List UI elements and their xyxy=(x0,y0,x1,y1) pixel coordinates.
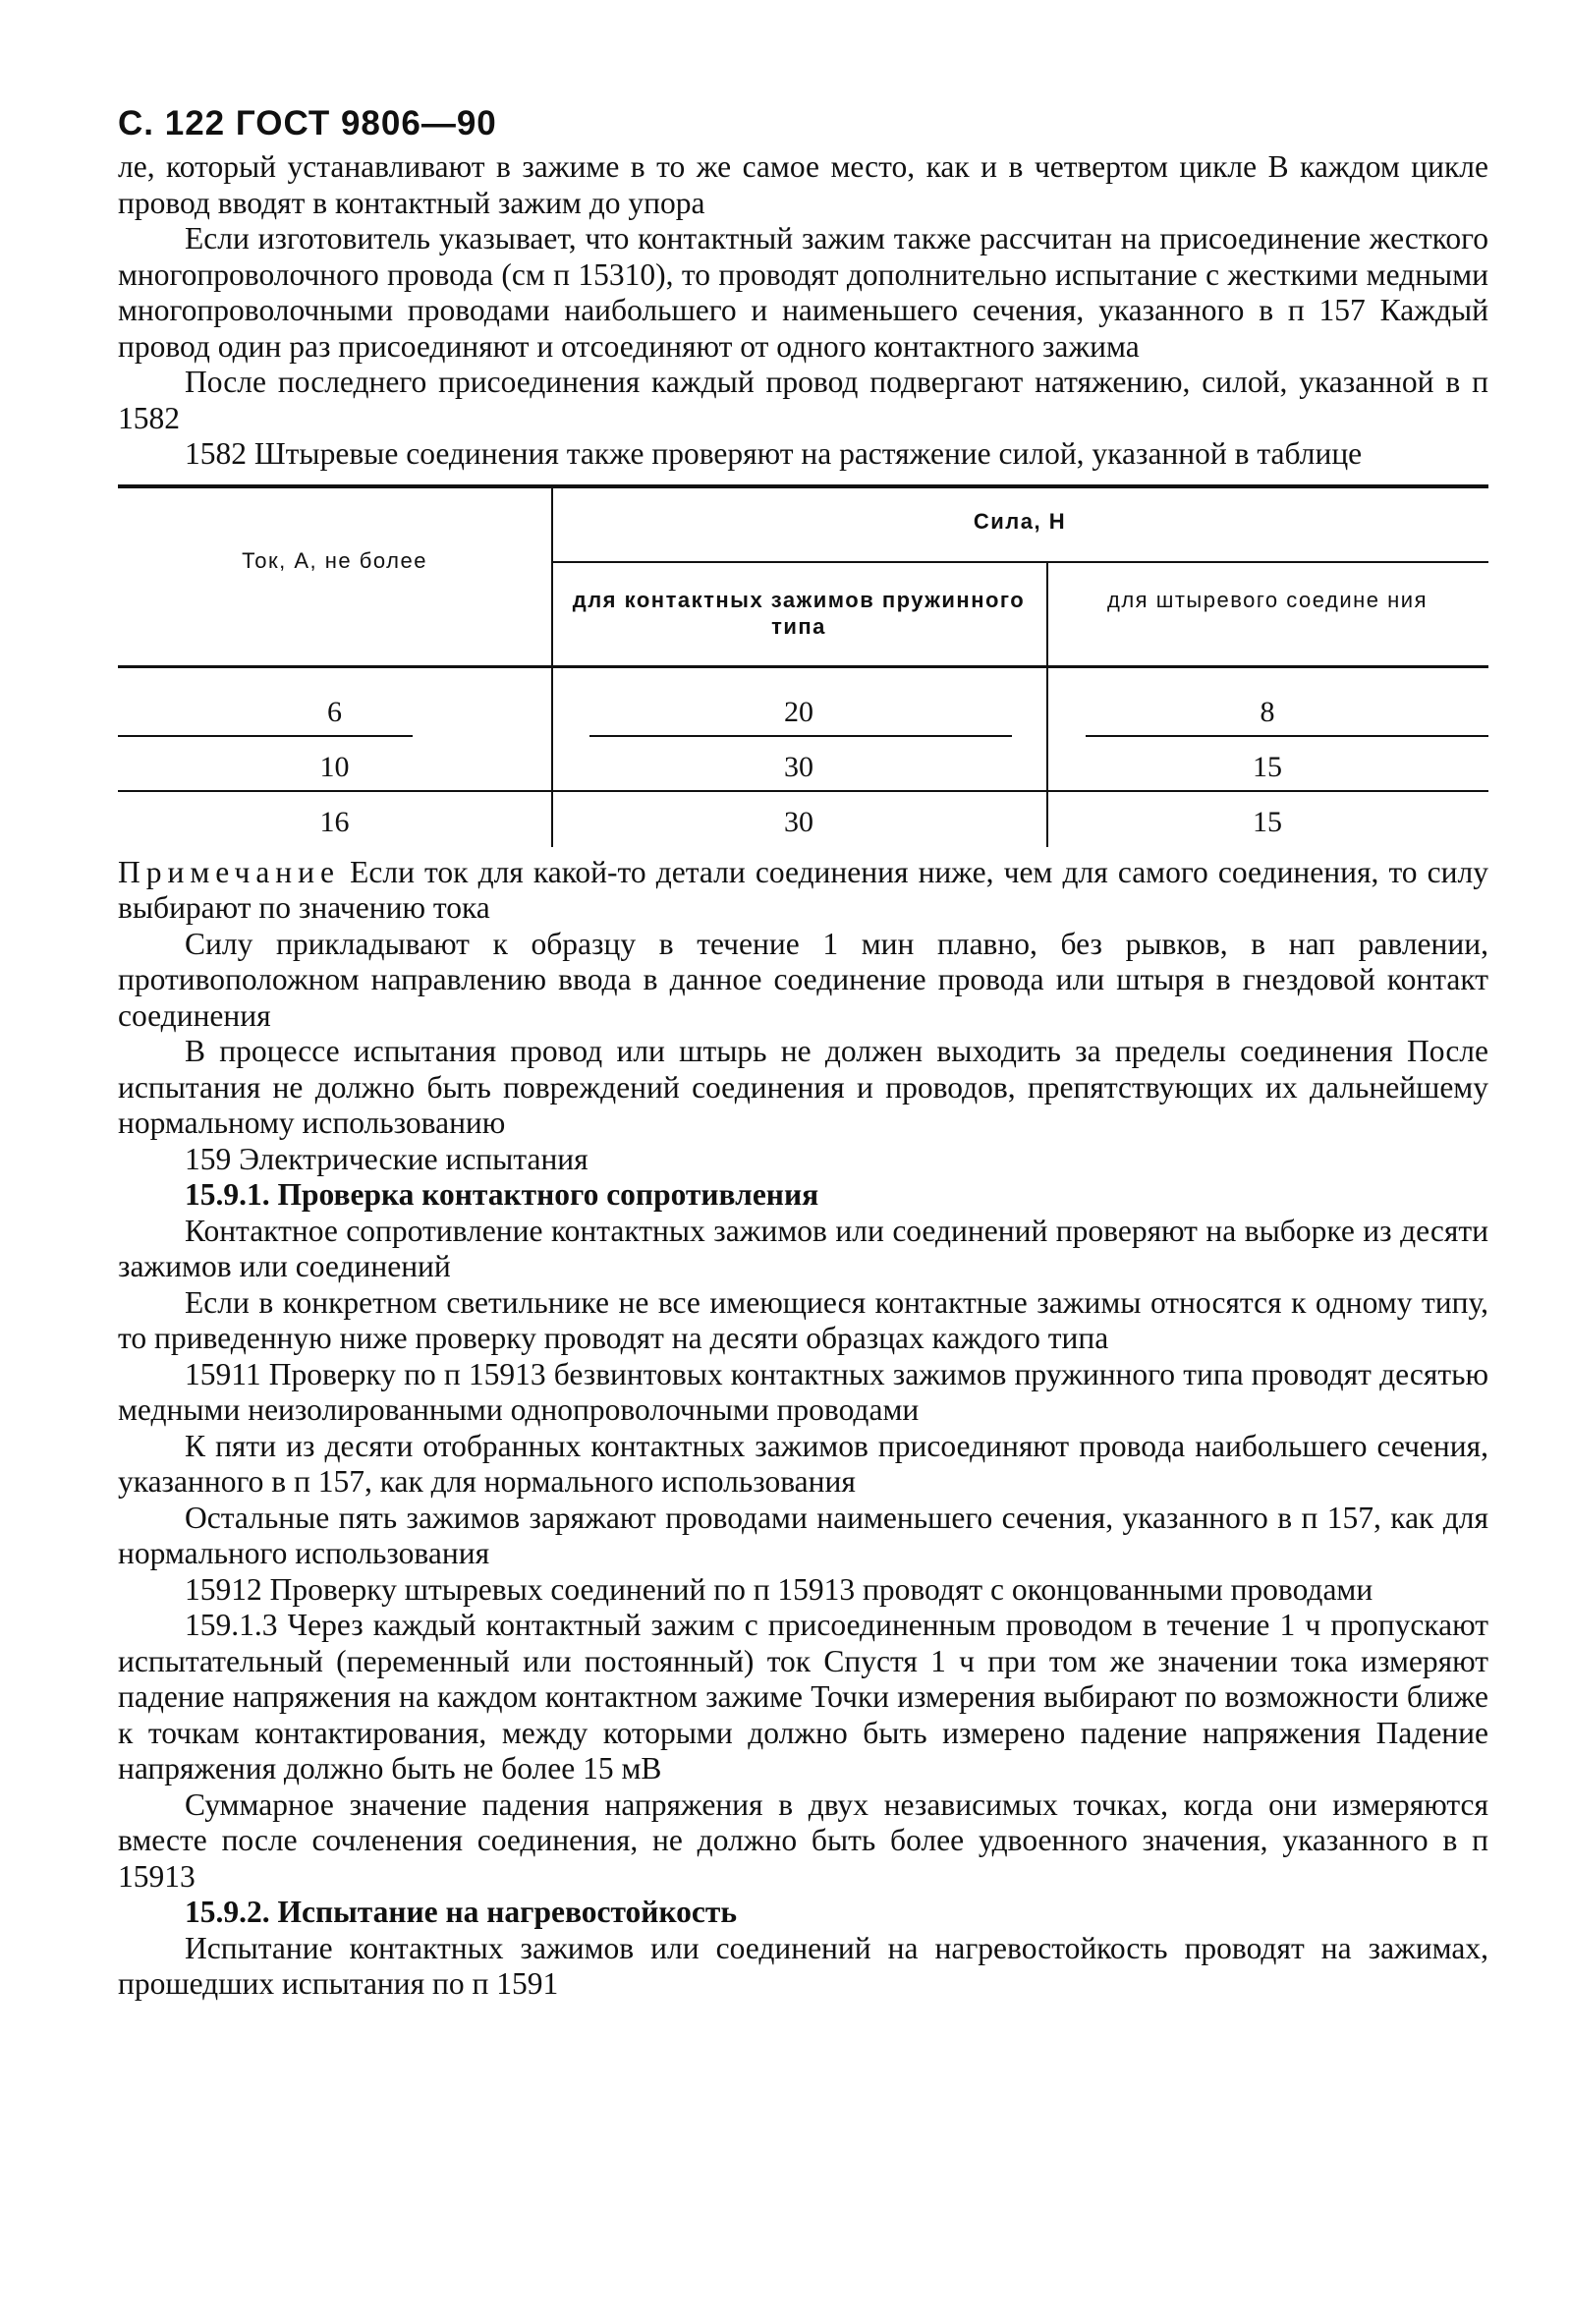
column-header-current: Ток, А, не более xyxy=(242,547,427,573)
paragraph: 15911 Проверку по п 15913 безвинтовых контактных зажимов пружинного типа проводят десятью медными неизолированными однопроволочными проводами xyxy=(118,1356,1488,1427)
paragraph: Суммарное значение падения напряжения в двух независимых точках, когда они измеряются вместе после сочленения соединения, не должно быть более удвоенного значения, указанного в п 15913 xyxy=(118,1786,1488,1894)
document-page xyxy=(118,98,1488,2003)
note-text: Если ток для какой-то детали соединения ниже, чем для самого соединения, то силу выбирают по значению тока xyxy=(118,854,1488,925)
cell-current: 6 xyxy=(327,695,342,728)
paragraph: Остальные пять зажимов заряжают проводами наименьшего сечения, указанного в п 157, как для нормального использования xyxy=(118,1500,1488,1570)
paragraph: После последнего присоединения каждый провод подвергают натяжению, силой, указанной в п 1582 xyxy=(118,365,1488,435)
column-header-force: Сила, Н xyxy=(973,508,1067,534)
page-header: С. 122 ГОСТ 9806—90 xyxy=(118,104,497,142)
table-row xyxy=(118,668,1488,737)
table-row xyxy=(118,737,1488,792)
paragraph: Если изготовитель указывает, что контактный зажим также рассчитан на присоединение жесткого многопроволочного провода (см п 15310), то проводят дополнительно испытание с жесткими медными многопроволочными проводами наибольшего и наименьшего сечения, указанного в п 157 Каждый провод один раз присоединяют и отсоединяют от одного контактного зажима xyxy=(118,221,1488,364)
cell-spring: 20 xyxy=(784,695,813,728)
force-table xyxy=(118,484,1488,847)
cell-spring: 30 xyxy=(784,805,813,838)
paragraph: Контактное сопротивление контактных зажимов или соединений проверяют на выборке из десяти зажимов или соединений xyxy=(118,1213,1488,1283)
cell-pin: 8 xyxy=(1260,695,1275,728)
section-heading: 15.9.1. Проверка контактного сопротивления xyxy=(185,1177,819,1212)
paragraph: 15912 Проверку штыревых соединений по п 15913 проводят с оконцованными проводами xyxy=(185,1571,1373,1607)
paragraph: 159 Электрические испытания xyxy=(185,1141,588,1176)
table-row xyxy=(118,792,1488,847)
paragraph: В процессе испытания провод или штырь не должен выходить за пределы соединения После испытания не должно быть повреждений соединения и проводов, препятствующих их дальнейшему нормальному использованию xyxy=(118,1034,1488,1140)
paragraph: Испытание контактных зажимов или соединений на нагревостойкость проводят на зажимах, прошедших испытания по п 1591 xyxy=(118,1930,1488,2001)
paragraph: Если в конкретном светильнике не все имеющиеся контактные зажимы относятся к одному типу, то приведенную ниже проверку проводят на десяти образцах каждого типа xyxy=(118,1284,1488,1355)
cell-pin: 15 xyxy=(1253,805,1282,838)
note xyxy=(118,855,1488,927)
section-heading: 15.9.2. Испытание на нагревостойкость xyxy=(185,1895,738,1929)
table-header xyxy=(118,484,1488,668)
cell-current: 16 xyxy=(319,805,350,838)
paragraph: Силу прикладывают к образцу в течение 1 мин плавно, без рывков, в нап равлении, противоположном направлению ввода в данное соединение провода или штыря в гнездовой контакт соединения xyxy=(118,926,1488,1033)
paragraph: 159.1.3 Через каждый контактный зажим с присоединенным проводом в течение 1 ч пропускают испытательный (переменный или постоянный) ток Спустя 1 ч при том же значении тока измеряют падение напряжения на каждом контактном зажиме Точки измерения выбирают по возможности ближе к точкам контактирования, между которыми должно быть измерено падение напряжения Падение напряжения должно быть не более 15 мВ xyxy=(118,1608,1488,1786)
paragraph: ле, который устанавливают в зажиме в то же самое место, как и в четвертом цикле В каждом цикле провод вводят в контактный зажим до упора xyxy=(118,149,1488,220)
note-label: Примечание xyxy=(118,854,341,889)
cell-current: 10 xyxy=(319,750,350,783)
paragraph: К пяти из десяти отобранных контактных зажимов присоединяют провода наибольшего сечения, указанного в п 157, как для нормального использования xyxy=(118,1428,1488,1499)
column-header-pin: для штыревого соедине ния xyxy=(1107,587,1428,612)
cell-spring: 30 xyxy=(784,750,813,783)
cell-pin: 15 xyxy=(1253,750,1282,783)
column-header-spring: для контактных зажимов пружинного типа xyxy=(572,587,1026,639)
paragraph: 1582 Штыревые соединения также проверяют на растяжение силой, указанной в таблице xyxy=(185,436,1363,471)
